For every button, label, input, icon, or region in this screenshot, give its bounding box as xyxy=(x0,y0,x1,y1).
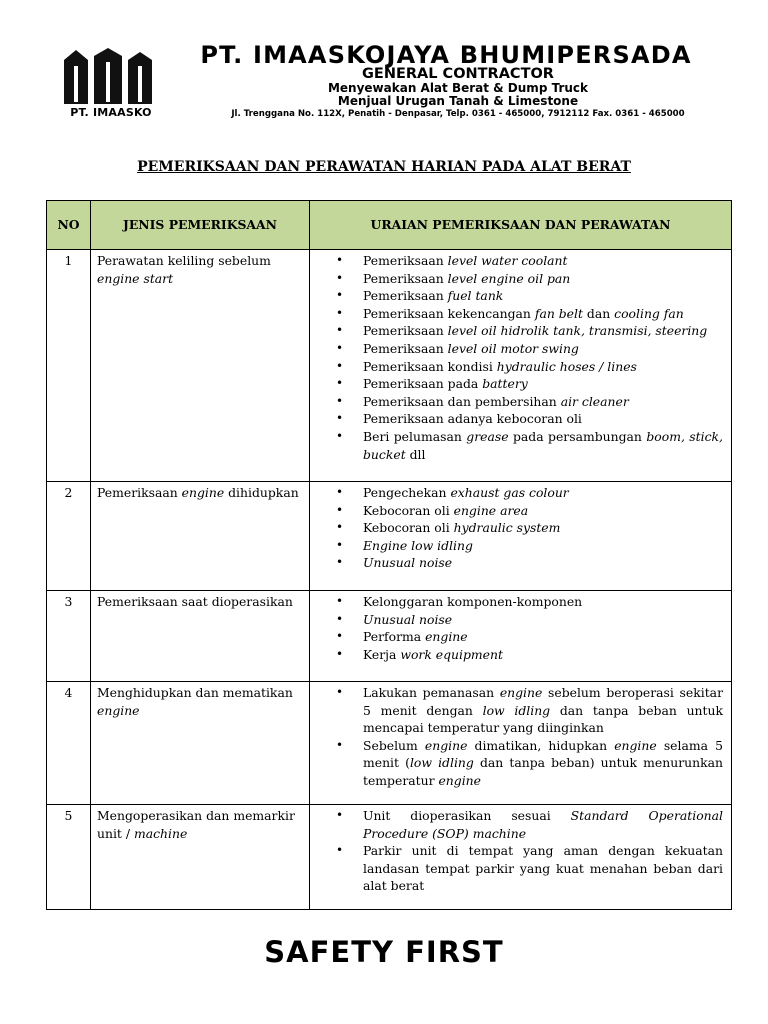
header-uraian: URAIAN PEMERIKSAAN DAN PERAWATAN xyxy=(310,201,732,250)
text-run: Pemeriksaan kekencangan xyxy=(363,305,535,321)
bullet-icon: • xyxy=(336,340,344,355)
text-run: fuel tank xyxy=(447,288,504,304)
text-run: engine xyxy=(181,485,225,500)
text-run: battery xyxy=(482,376,528,392)
list-item xyxy=(336,737,723,790)
text-run: engine xyxy=(614,737,657,753)
text-run: dll xyxy=(405,446,426,462)
bullet-icon: • xyxy=(336,288,344,303)
safety-first-banner: SAFETY FIRST xyxy=(264,935,504,969)
table-row xyxy=(47,805,732,910)
text-run: Kebocoran oli xyxy=(363,502,454,518)
row-number: 4 xyxy=(47,682,91,805)
list-item xyxy=(336,593,723,611)
list-item xyxy=(336,305,723,323)
list-item xyxy=(336,410,723,428)
text-run: Unusual noise xyxy=(363,611,453,627)
list-item xyxy=(336,807,723,842)
text-run: Pemeriksaan pada xyxy=(363,376,483,392)
bullet-icon: • xyxy=(336,358,344,373)
bullet-icon: • xyxy=(336,594,344,608)
table-row xyxy=(47,482,732,591)
text-run: Pemeriksaan xyxy=(363,253,448,268)
service-line-1: Menyewakan Alat Berat & Dump Truck xyxy=(327,81,589,95)
inspection-type xyxy=(91,250,310,482)
detail-list xyxy=(336,593,723,663)
inspection-type xyxy=(91,682,310,805)
text-run: machine xyxy=(133,825,188,841)
list-item xyxy=(336,252,723,270)
text-run: Engine low idling xyxy=(363,537,473,553)
bullet-icon: • xyxy=(336,537,344,552)
row-number: 3 xyxy=(47,591,91,682)
table-row xyxy=(47,250,732,482)
text-run: engine xyxy=(425,629,468,645)
list-item xyxy=(336,628,723,646)
text-run: Standard Operational Procedure (SOP) machine xyxy=(363,808,723,841)
text-run: fan belt xyxy=(534,305,583,321)
company-name: PT. IMAASKOJAYA BHUMIPERSADA xyxy=(200,42,692,69)
text-run: Parkir unit di tempat yang aman dengan kekuatan landasan tempat parkir yang kuat menahan beban dari alat berat xyxy=(363,843,723,894)
list-item xyxy=(336,554,723,572)
text-run: Kerja xyxy=(363,646,401,662)
list-item xyxy=(336,340,723,358)
bullet-icon: • xyxy=(336,808,344,822)
list-item xyxy=(336,842,723,895)
table-row xyxy=(47,682,732,805)
list-item xyxy=(336,375,723,393)
text-run: Pemeriksaan saat dioperasikan xyxy=(97,594,293,609)
buildings-logo-icon xyxy=(62,46,162,106)
list-item xyxy=(336,537,723,555)
text-run: engine xyxy=(438,772,481,788)
text-run: Pengechekan xyxy=(363,485,451,500)
bullet-icon: • xyxy=(336,646,344,661)
text-run: level oil motor swing xyxy=(447,340,579,356)
text-run: low idling xyxy=(409,755,474,771)
text-run: low idling xyxy=(482,702,551,718)
bullet-icon: • xyxy=(336,737,344,752)
bullet-icon: • xyxy=(336,305,344,320)
bullet-icon: • xyxy=(336,555,344,570)
company-type: GENERAL CONTRACTOR xyxy=(362,66,554,82)
text-run: air cleaner xyxy=(560,393,629,409)
text-run: Unit dioperasikan sesuai xyxy=(363,808,571,823)
text-run: dimatikan, hidupkan xyxy=(467,737,615,753)
bullet-icon: • xyxy=(336,502,344,517)
text-run: Pemeriksaan dan pembersihan xyxy=(363,393,561,409)
table-row xyxy=(47,591,732,682)
bullet-icon: • xyxy=(336,843,344,858)
inspection-type xyxy=(91,482,310,591)
service-line-2: Menjual Urugan Tanah & Limestone xyxy=(337,94,579,108)
row-number: 1 xyxy=(47,250,91,482)
text-run: Pemeriksaan adanya kebocoran oli xyxy=(363,411,582,427)
text-run: Pemeriksaan xyxy=(363,323,448,339)
text-run: hydraulic hoses / lines xyxy=(496,358,637,374)
bullet-icon: • xyxy=(336,629,344,644)
list-item xyxy=(336,484,723,502)
inspection-type xyxy=(91,591,310,682)
list-item xyxy=(336,684,723,737)
table-header-row xyxy=(47,201,732,250)
text-run: engine area xyxy=(453,502,529,518)
row-number: 5 xyxy=(47,805,91,910)
bullet-icon: • xyxy=(336,428,344,443)
row-number: 2 xyxy=(47,482,91,591)
bullet-icon: • xyxy=(336,485,344,499)
text-run: Lakukan pemanasan xyxy=(363,685,500,700)
text-run: Perawatan keliling sebelum xyxy=(97,253,271,268)
text-run: sebelum beroperasi sekitar 5 menit dengan xyxy=(363,685,723,718)
list-item xyxy=(336,646,723,664)
list-item xyxy=(336,358,723,376)
inspection-table xyxy=(46,200,732,910)
list-item xyxy=(336,502,723,520)
text-run: Menghidupkan dan mematikan xyxy=(97,685,293,700)
text-run: Kebocoran oli xyxy=(363,520,454,536)
company-logo xyxy=(46,42,176,122)
text-run: Pemeriksaan xyxy=(363,340,448,356)
list-item xyxy=(336,393,723,411)
detail-list xyxy=(336,484,723,572)
text-run: engine start xyxy=(97,270,174,286)
list-item xyxy=(336,428,723,463)
text-run: dihidupkan xyxy=(224,485,299,500)
text-run: level oil hidrolik tank, transmisi, steering xyxy=(447,323,708,339)
text-run: Performa xyxy=(363,629,426,645)
bullet-icon: • xyxy=(336,270,344,285)
inspection-details xyxy=(310,482,732,591)
text-run: Pemeriksaan xyxy=(97,485,182,500)
text-run: Unusual noise xyxy=(363,555,453,571)
detail-list xyxy=(336,252,723,463)
inspection-details xyxy=(310,250,732,482)
company-address: Jl. Trenggana No. 112X, Penatih - Denpasar, Telp. 0361 - 465000, 7912112 Fax. 0361 - 465000 xyxy=(231,109,685,119)
bullet-icon: • xyxy=(336,376,344,391)
list-item xyxy=(336,270,723,288)
text-run: hydraulic system xyxy=(453,520,561,536)
text-run: exhaust gas colour xyxy=(450,485,569,500)
header-jenis: JENIS PEMERIKSAAN xyxy=(91,201,310,250)
text-run: engine xyxy=(499,685,543,700)
text-run: dan xyxy=(582,305,615,321)
bullet-icon: • xyxy=(336,520,344,535)
text-run: engine xyxy=(97,702,140,718)
text-run: dan tanpa beban untuk mencapai temperatur yang diinginkan xyxy=(363,702,723,736)
bullet-icon: • xyxy=(336,611,344,626)
text-run: dan tanpa beban) untuk menurunkan temperatur xyxy=(363,755,723,788)
text-run: Mengoperasikan dan memarkir unit / xyxy=(97,808,295,841)
detail-list xyxy=(336,807,723,895)
text-run: level engine oil pan xyxy=(447,270,571,286)
list-item xyxy=(336,287,723,305)
text-run: Pemeriksaan xyxy=(363,270,448,286)
bullet-icon: • xyxy=(336,253,344,267)
logo-label: PT. IMAASKO xyxy=(70,106,152,119)
text-run: work equipment xyxy=(400,646,503,662)
text-run: selama 5 menit ( xyxy=(363,737,723,771)
text-run: grease xyxy=(466,428,509,444)
list-item xyxy=(336,519,723,537)
bullet-icon: • xyxy=(336,323,344,338)
bullet-icon: • xyxy=(336,685,344,699)
inspection-type xyxy=(91,805,310,910)
text-run: Kelonggaran komponen-komponen xyxy=(363,594,583,609)
letterhead xyxy=(46,42,718,122)
inspection-details xyxy=(310,591,732,682)
text-run: cooling fan xyxy=(614,305,684,321)
detail-list xyxy=(336,684,723,790)
page-title xyxy=(0,158,768,176)
text-run: Sebelum xyxy=(363,737,425,753)
inspection-details xyxy=(310,805,732,910)
page-title-text: PEMERIKSAAN DAN PERAWATAN HARIAN PADA ALAT BERAT xyxy=(137,159,631,175)
bullet-icon: • xyxy=(336,393,344,408)
list-item xyxy=(336,322,723,340)
text-run: Pemeriksaan xyxy=(363,288,448,304)
text-run: engine xyxy=(424,737,468,753)
text-run: pada persambungan xyxy=(508,428,647,444)
text-run: Beri pelumasan xyxy=(363,428,467,444)
text-run: level water coolant xyxy=(447,253,568,268)
list-item xyxy=(336,611,723,629)
text-run: boom, stick, bucket xyxy=(363,428,723,462)
header-no: NO xyxy=(47,201,91,250)
text-run: Pemeriksaan kondisi xyxy=(363,358,497,374)
bullet-icon: • xyxy=(336,411,344,426)
inspection-details xyxy=(310,682,732,805)
